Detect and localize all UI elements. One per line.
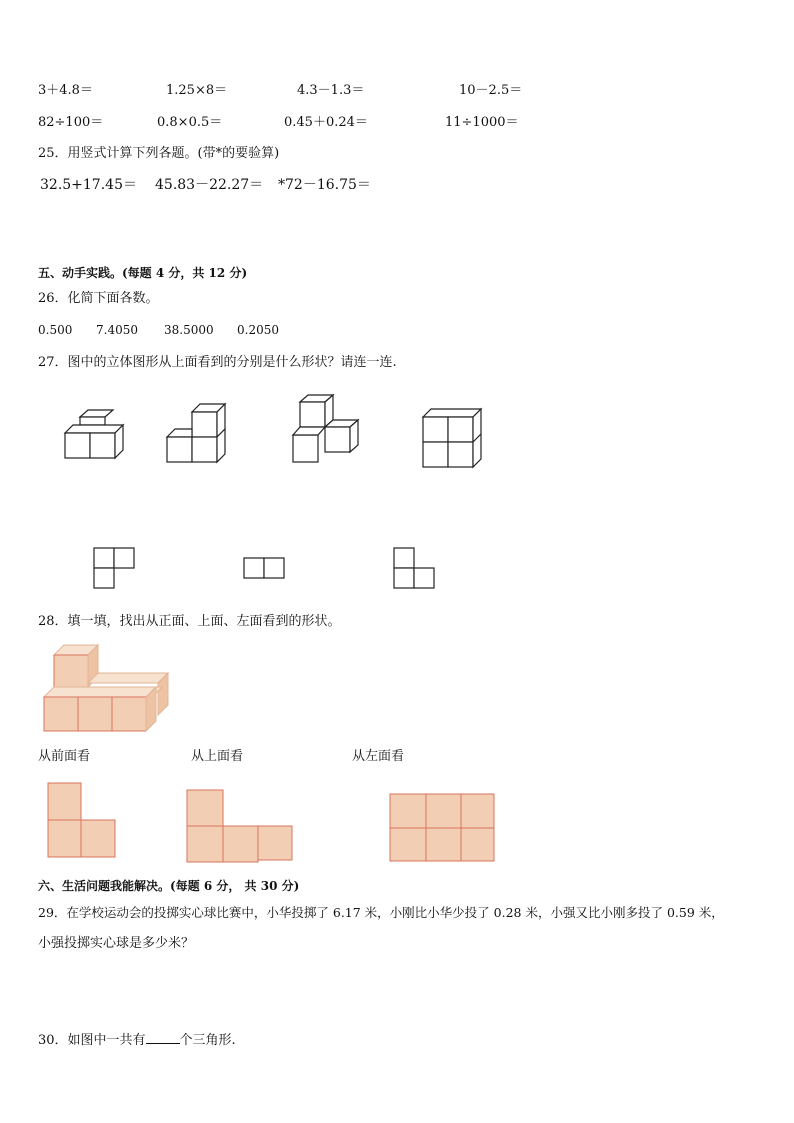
q30-text-after: 个三角形.: [179, 1033, 236, 1048]
calc-1-2: 1.25×8＝: [166, 83, 228, 98]
calc-2-3: 0.45＋0.24＝: [284, 115, 368, 130]
q25-item-1: 32.5+17.45＝: [40, 177, 137, 193]
q26-number-4: 0.2050: [237, 323, 279, 337]
front-view-shape-icon: [47, 782, 119, 860]
top-view-shape-icon: [186, 789, 296, 864]
calc-1-4: 10－2.5＝: [459, 83, 523, 98]
q29-line-1: 29．在学校运动会的投掷实心球比赛中，小华投掷了 6.17 米，小刚比小华少投了 0.28 米，小强又比小刚多投了 0.59 米，: [38, 905, 724, 920]
left-view-shape-icon: [389, 793, 497, 863]
q25-title: 25．用竖式计算下列各题。(带*的要验算): [38, 146, 280, 161]
section-6-title: 六、生活问题我能解决。(每题 6 分， 共 30 分): [38, 879, 300, 893]
calc-1-3: 4.3－1.3＝: [297, 83, 365, 98]
q26-number-2: 7.4050: [96, 323, 138, 337]
q27-title: 27．图中的立体图形从上面看到的分别是什么形状？请连一连.: [38, 355, 397, 370]
q26-number-1: 0.500: [38, 323, 73, 337]
q25-item-3: *72－16.75＝: [278, 177, 371, 193]
q26-title: 26．化简下面各数。: [38, 291, 159, 306]
view-label-left: 从左面看: [352, 749, 405, 764]
solid-figure-3-icon: [288, 395, 368, 467]
calc-2-4: 11÷1000＝: [445, 115, 519, 130]
view-label-front: 从前面看: [38, 749, 91, 764]
q25-item-2: 45.83－22.27＝: [155, 177, 264, 193]
q30-question: [38, 1031, 236, 1049]
section-5-title: 五、动手实践。(每题 4 分，共 12 分): [38, 266, 248, 280]
solid-figure-2-icon: [162, 400, 232, 468]
q29-line-2: 小强投掷实心球是多少米？: [38, 936, 195, 951]
tan-block-figure-icon: [42, 643, 172, 735]
calc-2-1: 82÷100＝: [38, 115, 104, 130]
view-label-top: 从上面看: [191, 749, 244, 764]
solid-figure-1-icon: [60, 410, 130, 465]
top-view-a-icon: [93, 547, 138, 592]
calc-2-2: 0.8×0.5＝: [157, 115, 223, 130]
q30-answer-blank[interactable]: [146, 1031, 180, 1044]
top-view-b-icon: [243, 557, 288, 582]
solid-figure-4-icon: [418, 405, 488, 470]
q26-number-3: 38.5000: [164, 323, 214, 337]
q30-text-before: 30．如图中一共有: [38, 1033, 146, 1048]
calc-1-1: 3＋4.8＝: [38, 83, 93, 98]
q28-title: 28．填一填，找出从正面、上面、左面看到的形状。: [38, 614, 341, 629]
top-view-c-icon: [393, 547, 438, 592]
